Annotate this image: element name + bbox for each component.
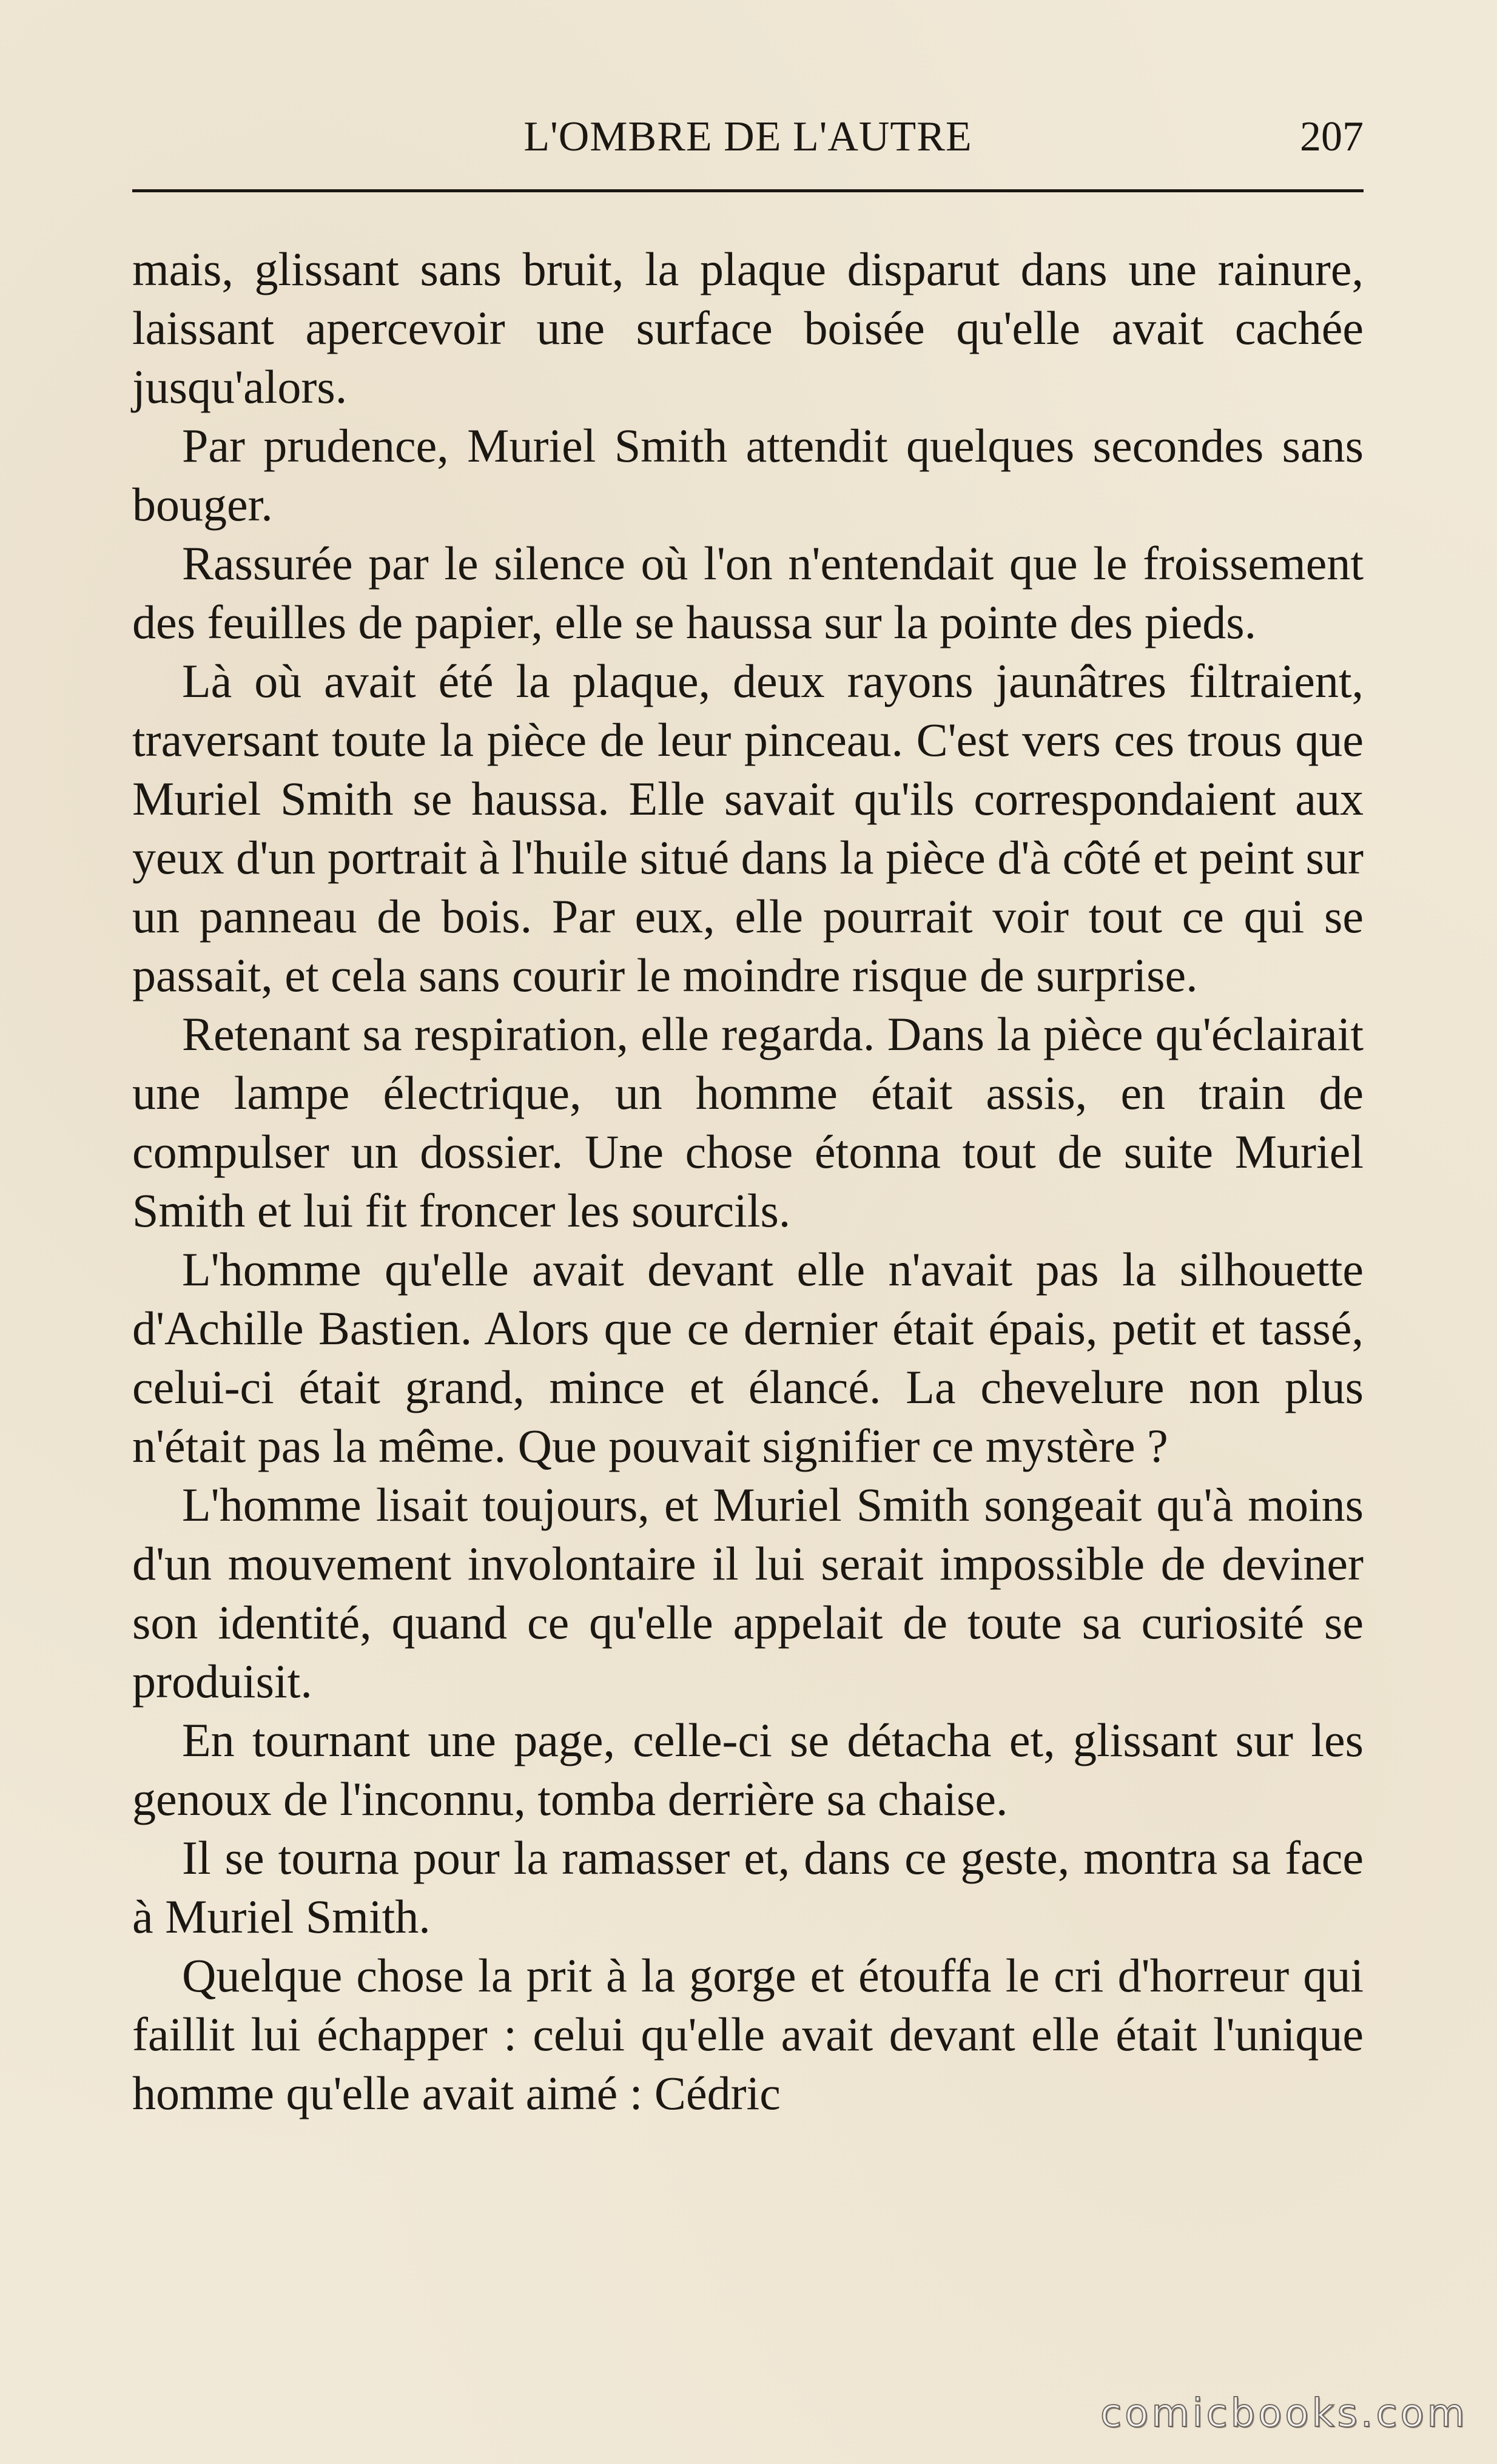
running-title: L'OMBRE DE L'AUTRE xyxy=(523,113,972,160)
paragraph: L'homme lisait toujours, et Muriel Smith songeait qu'à moins d'un mouvement involontaire il lui serait impossible de deviner son identité, quand ce qu'elle appelait de toute sa curiosité se produisit. xyxy=(132,1478,1364,1708)
paragraph: mais, glissant sans bruit, la plaque disparut dans une rainure, laissant apercevoir une surface boisée qu'elle avait cachée jusqu'alors. xyxy=(132,243,1364,413)
paragraph: Rassurée par le silence où l'on n'entendait que le froissement des feuilles de papier, elle se haussa sur la pointe des pieds. xyxy=(132,537,1364,648)
paragraph: Il se tourna pour la ramasser et, dans ce geste, montra sa face à Muriel Smith. xyxy=(132,1831,1364,1943)
page-number: 207 xyxy=(1300,113,1364,160)
paragraph: En tournant une page, celle-ci se détacha et, glissant sur les genoux de l'inconnu, tomba derrière sa chaise. xyxy=(132,1714,1364,1825)
paragraph: Quelque chose la prit à la gorge et étouffa le cri d'horreur qui faillit lui échapper : celui qu'elle avait devant elle était l'unique homme qu'elle avait aimé : Cédric xyxy=(132,1949,1364,2119)
watermark-text: comicbooks.com xyxy=(1100,2391,1468,2436)
header-rule xyxy=(132,189,1364,192)
paragraph: Là où avait été la plaque, deux rayons jaunâtres filtraient, traversant toute la pièce de leur pinceau. C'est vers ces trous que Muriel Smith se haussa. Elle savait qu'ils correspondaient aux yeux d'un portrait à l'huile situé dans la pièce d'à côté et peint sur un panneau de bois. Par eux, elle pourrait voir tout ce qui se passait, et cela sans courir le moindre risque de surprise. xyxy=(132,655,1364,1001)
paragraph: L'homme qu'elle avait devant elle n'avait pas la silhouette d'Achille Bastien. Alors que ce dernier était épais, petit et tassé, celui-ci était grand, mince et élancé. La chevelure non plus n'était pas la même. Que pouvait signifier ce mystère ? xyxy=(132,1243,1364,1472)
page-header xyxy=(132,103,1364,170)
paragraph: Retenant sa respiration, elle regarda. Dans la pièce qu'éclairait une lampe électrique, un homme était assis, en train de compulser un dossier. Une chose étonna tout de suite Muriel Smith et lui fit froncer les sourcils. xyxy=(132,1008,1364,1237)
paragraph: Par prudence, Muriel Smith attendit quelques secondes sans bouger. xyxy=(132,419,1364,531)
body-text xyxy=(132,240,1364,2122)
